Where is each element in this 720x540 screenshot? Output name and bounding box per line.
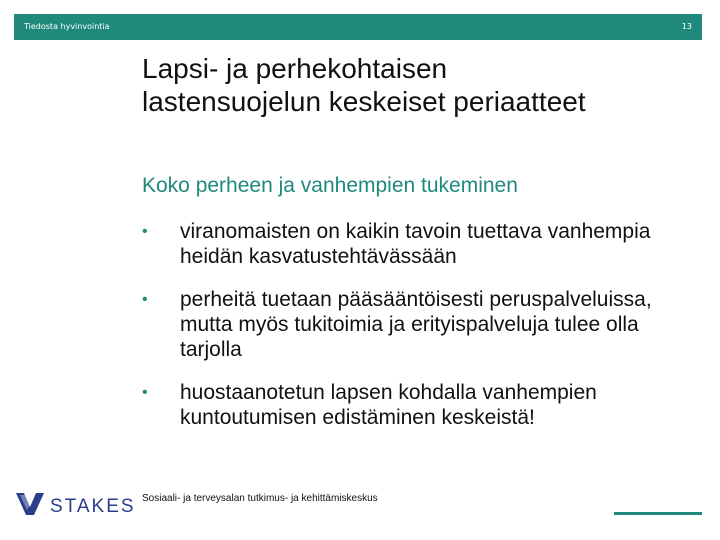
bullet-text: huostaanotetun lapsen kohdalla vanhempien kuntoutumisen edistäminen keskeistä!	[180, 381, 597, 429]
footer-accent-bar	[614, 512, 702, 515]
stakes-logo-text: STAKES	[50, 496, 136, 517]
slide-title: Lapsi- ja perhekohtaisen lastensuojelun keskeiset periaatteet	[142, 53, 586, 117]
bullet-text: viranomaisten on kaikin tavoin tuettava vanhempia heidän kasvatustehtävässään	[180, 220, 651, 268]
bullet-item	[142, 380, 682, 430]
slide-subtitle: Koko perheen ja vanhempien tukeminen	[142, 174, 518, 197]
header-tagline: Tiedosta hyvinvointia	[24, 22, 110, 31]
stakes-emblem-icon	[16, 493, 44, 515]
bullet-list	[142, 219, 682, 448]
bullet-text: perheitä tuetaan pääsääntöisesti peruspalveluissa, mutta myös tukitoimia ja erityispalveluja tulee olla tarjolla	[180, 288, 652, 361]
page-number: 13	[681, 22, 692, 31]
bullet-marker: •	[142, 384, 148, 401]
bullet-marker: •	[142, 291, 148, 308]
organization-name: Sosiaali- ja terveysalan tutkimus- ja kehittämiskeskus	[142, 493, 378, 504]
stakes-logo	[14, 489, 142, 519]
bullet-marker: •	[142, 223, 148, 240]
bullet-item	[142, 287, 682, 362]
bullet-item	[142, 219, 682, 269]
header-bar	[14, 14, 702, 40]
